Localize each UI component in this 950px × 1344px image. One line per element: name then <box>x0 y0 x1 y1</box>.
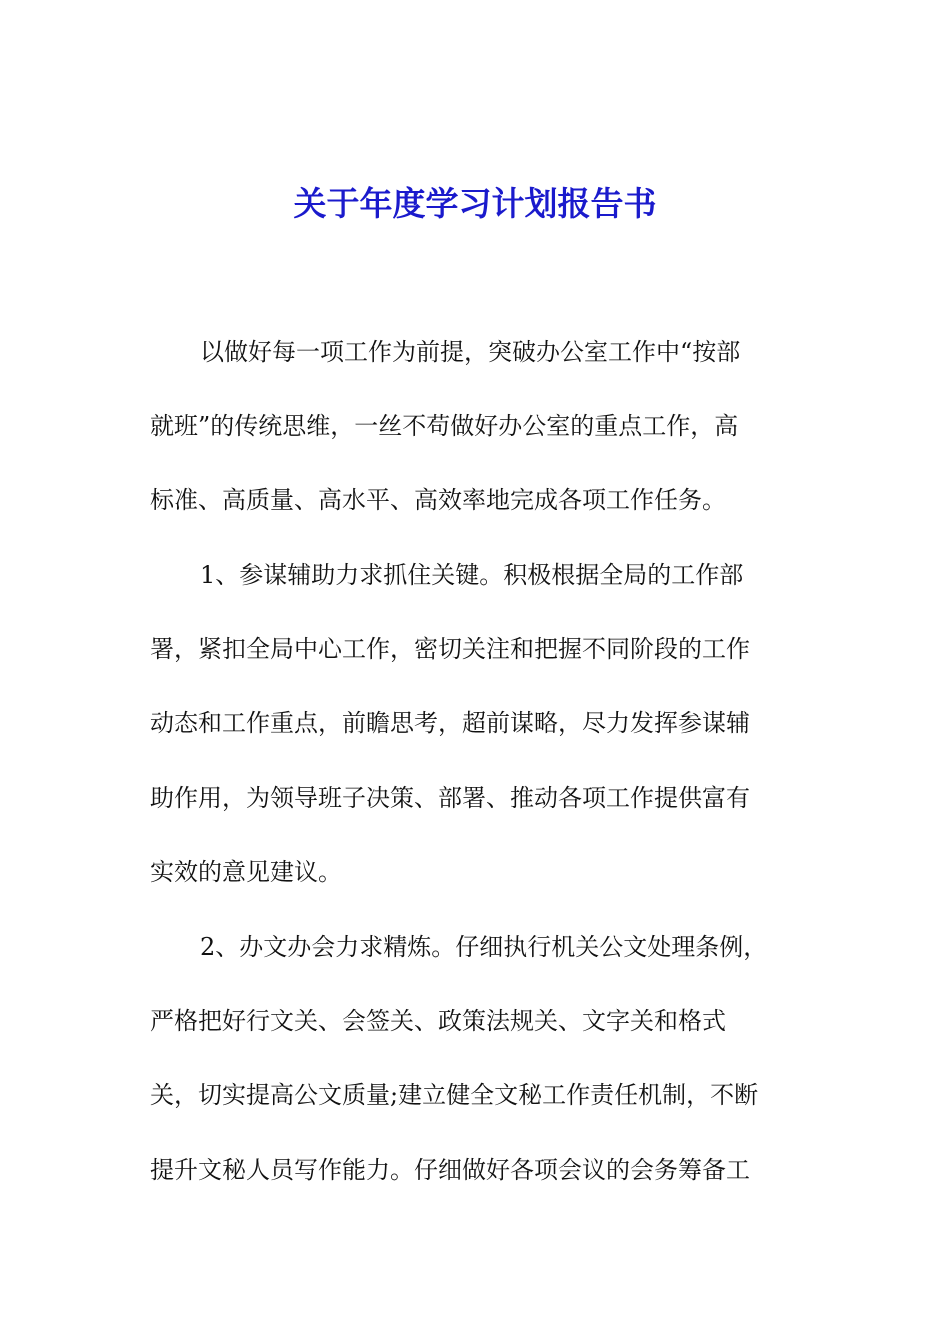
paragraph-2-line-3: 动态和工作重点，前瞻思考，超前谋略，尽力发挥参谋辅 <box>150 709 750 737</box>
paragraph-2-line-4: 助作用，为领导班子决策、部署、推动各项工作提供富有 <box>150 784 750 812</box>
paragraph-2-line-1: 1、参谋辅助力求抓住关键。积极根据全局的工作部 <box>200 561 744 589</box>
paragraph-3-line-1: 2、办文办会力求精炼。仔细执行机关公文处理条例， <box>200 933 768 961</box>
document-title: 关于年度学习计划报告书 <box>293 184 657 223</box>
paragraph-3-line-3: 关，切实提高公文质量;建立健全文秘工作责任机制，不断 <box>150 1081 759 1109</box>
paragraph-2-line-5: 实效的意见建议。 <box>150 858 342 886</box>
paragraph-1-line-3: 标准、高质量、高水平、高效率地完成各项工作任务。 <box>150 486 726 514</box>
paragraph-1-line-2: 就班”的传统思维，一丝不苟做好办公室的重点工作，高 <box>150 412 739 440</box>
paragraph-3-line-4: 提升文秘人员写作能力。仔细做好各项会议的会务筹备工 <box>150 1156 750 1184</box>
paragraph-2-line-2: 署，紧扣全局中心工作，密切关注和把握不同阶段的工作 <box>150 635 750 663</box>
paragraph-3-line-2: 严格把好行文关、会签关、政策法规关、文字关和格式 <box>150 1007 726 1035</box>
paragraph-1-line-1: 以做好每一项工作为前提，突破办公室工作中“按部 <box>200 338 741 366</box>
